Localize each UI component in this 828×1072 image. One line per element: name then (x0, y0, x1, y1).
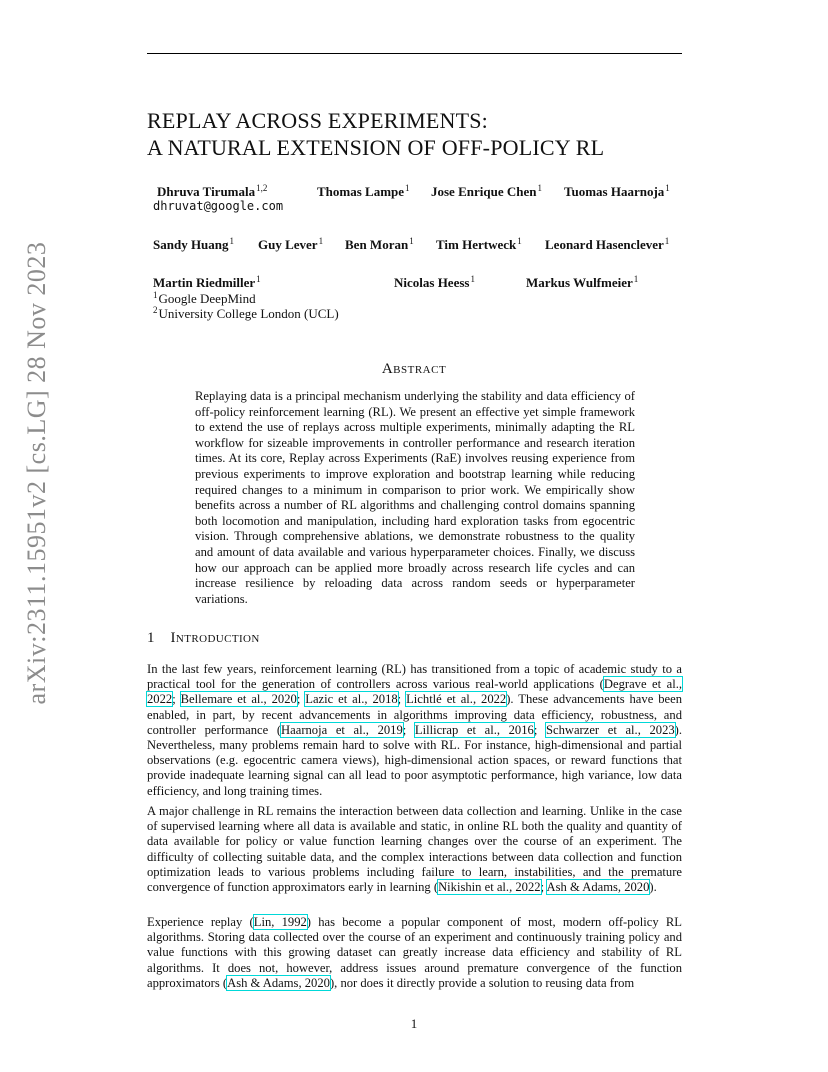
affiliation: $^2$University College London (UCL) (153, 305, 339, 321)
citation-link[interactable]: Bellemare et al., 2020 (180, 692, 297, 707)
citation-link[interactable]: Lillicrap et al., 2016 (414, 722, 534, 737)
author: Leonard Hasenclever$^1$ (545, 236, 670, 252)
author: Tim Hertweck$^1$ (436, 236, 522, 252)
author: Guy Lever$^1$ (258, 236, 324, 252)
abstract-heading: Abstract (381, 361, 447, 377)
title-line-2: A NATURAL EXTENSION OF OFF-POLICY RL (147, 135, 605, 160)
section-heading: 1 Introduction (147, 630, 260, 646)
author: Martin Riedmiller$^1$ (153, 274, 261, 290)
author: Dhruva Tirumala$^{1,2}$ (157, 183, 268, 199)
affiliation: $^1$Google DeepMind (153, 290, 256, 306)
citation-link[interactable]: Lin, 1992 (253, 915, 307, 929)
citation-link[interactable]: Lazic et al., 2018 (305, 692, 398, 707)
author: Tuomas Haarnoja$^1$ (564, 183, 670, 199)
citation-link[interactable]: Ash & Adams, 2020 (227, 975, 330, 990)
paragraph: A major challenge in RL remains the interaction between data collection and learning. Unlike in the case of supervised learning where all data is available and static, in online RL both the quality and quantity of data available for policy or value function learning changes over the course of an experiment. The difficulty of collecting suitable data, and the complex interactions between data collection and function optimization leads to various problems including failure to learn, instabilities, and the premature convergence of function approximators early in learning (Nikishin et al., 2022; Ash & Adams, 2020). (147, 804, 682, 895)
author: Ben Moran$^1$ (345, 236, 414, 252)
abstract-text: Replaying data is a principal mechanism underlying the stability and data efficiency of off-policy reinforcement learning (RL). We present an effective yet simple framework to extend the use of replays across multiple experiments, minimally adapting the RL workflow for sizeable improvements in controller performance and research iteration times. At its core, Replay across Experiments (RaE) involves reusing experience from previous experiments to improve exploration and bootstrap learning while reducing required changes to a minimum in comparison to prior work. We empirically show benefits across a number of RL algorithms and challenging control domains spanning both locomotion and manipulation, including hard exploration tasks from egocentric vision. Through comprehensive ablations, we demonstrate robustness to the quality and amount of data available and various hyperparameter choices. Finally, we discuss how our approach can be applied more broadly across research life cycles and can increase resilience by reloading data across random seeds or hyperparameter variations. (195, 389, 635, 606)
author: Markus Wulfmeier$^1$ (526, 274, 639, 290)
author: Sandy Huang$^1$ (153, 236, 235, 252)
citation-link[interactable]: Degrave et al., 2022 (147, 677, 682, 707)
citation-link[interactable]: Ash & Adams, 2020 (546, 880, 650, 895)
author: Thomas Lampe$^1$ (317, 183, 410, 199)
citation-link[interactable]: Lichtlé et al., 2022 (406, 692, 507, 707)
author-email: dhruvat@google.com (153, 199, 284, 213)
paragraph: In the last few years, reinforcement learning (RL) has transitioned from a topic of academic study to a practical tool for the generation of controllers across various real-world applications (Degrave et al., 2022; Bellemare et al., 2020; Lazic et al., 2018; Lichtlé et al., 2022). These advancements have been enabled, in part, by recent advancements in algorithms improving data efficiency, robustness, and controller performance (Haarnoja et al., 2019; Lillicrap et al., 2016; Schwarzer et al., 2023). Nevertheless, many problems remain hard to solve with RL. For instance, high-dimensional and partial observations (e.g. egocentric camera views), high-dimensional action spaces, or reward functions that provide inadequate learning signal can all lead to poor asymptotic performance, high variance, low data efficiency, and long training times. (147, 662, 683, 798)
citation-link[interactable]: Nikishin et al., 2022 (438, 880, 541, 895)
citation-link[interactable]: Haarnoja et al., 2019 (281, 722, 403, 737)
paper-title (147, 107, 707, 161)
author: Nicolas Heess$^1$ (394, 274, 475, 290)
page-number: 1 (410, 1016, 418, 1031)
citation-link[interactable]: Schwarzer et al., 2023 (545, 722, 675, 737)
title-line-1: REPLAY ACROSS EXPERIMENTS: (147, 108, 488, 133)
top-rule (147, 53, 682, 54)
author: Jose Enrique Chen$^1$ (431, 183, 542, 199)
paragraph: Experience replay (Lin, 1992) has become a popular component of most, modern off-policy RL algorithms. Storing data collected over the course of an experiment and continuously training policy and value functions with this growing dataset can greatly increase data efficiency and stability of RL algorithms. It does not, however, address issues around premature convergence of the function approximators (Ash & Adams, 2020), nor does it directly provide a solution to reusing data from (147, 915, 682, 990)
